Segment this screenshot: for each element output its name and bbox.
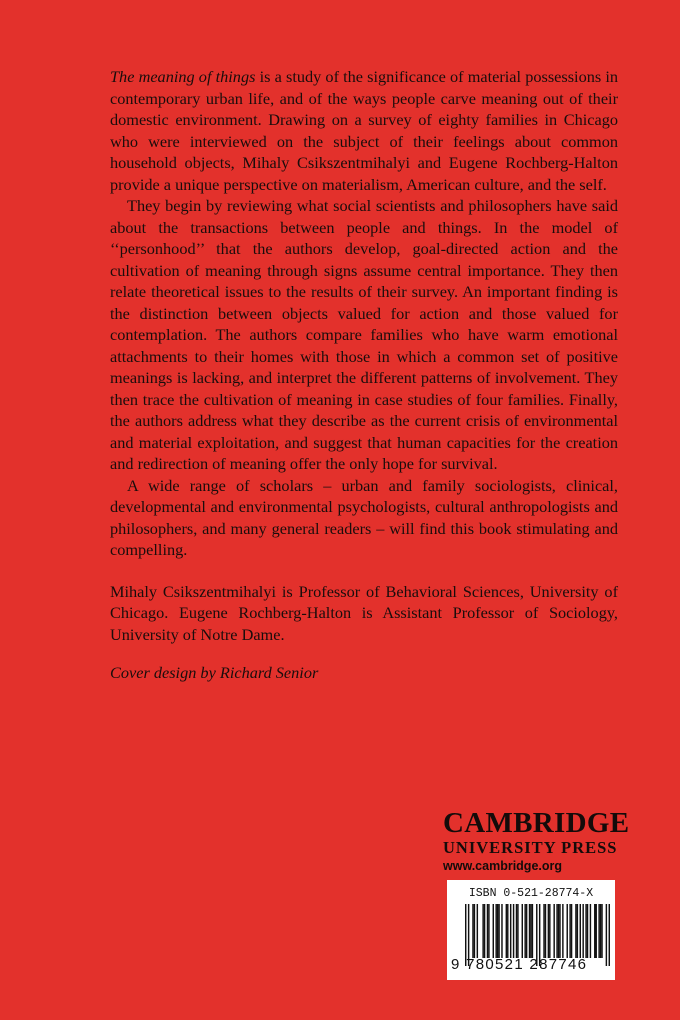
blurb-paragraph-2: They begin by reviewing what social scientists and philosophers have said about the transactions between people and things. In the model of ‘‘personhood’’ that the authors develop, goal-directed action and the cultivation of meaning through signs assume central importance. They then relate theoretical issues to the results of their survey. An important finding is the distinction between objects valued for action and those valued for contemplation. The authors compare families who have warm emotional attachments to their homes with those in which a common set of positive meanings is lacking, and interpret the different patterns of involvement. They then trace the cultivation of meaning in case studies of four families. Finally, the authors address what they describe as the current crisis of environmental and material exploitation, and suggest that human capacities for the creation and redirection of meaning offer the only hope for survival. bbox=[110, 196, 618, 473]
blurb-paragraph-1-text: is a study of the significance of material possessions in contemporary urban life, and of the ways people carve meaning out of their domestic environment. Drawing on a survey of eighty families in Chicago who were interviewed on the subject of their feelings about common household objects, Mihaly Csikszentmihalyi and Eugene Rochberg-Halton provide a unique perspective on materialism, American culture, and the self. bbox=[110, 67, 619, 194]
cover-design-credit: Cover design by Richard Senior bbox=[110, 663, 319, 682]
ean-number: 9 780521 287746 bbox=[451, 956, 588, 973]
publisher-url: www.cambridge.org bbox=[443, 859, 563, 873]
blurb-paragraph-1 bbox=[110, 66, 618, 195]
blurb-paragraph-3: A wide range of scholars – urban and family sociologists, clinical, developmental and environmental psychologists, cultural anthropologists and philosophers, and many general readers – will find this book stimulating and compelling. bbox=[110, 475, 618, 559]
isbn-number: ISBN 0-521-28774-X bbox=[468, 887, 594, 900]
author-bio: Mihaly Csikszentmihalyi is Professor of Behavioral Sciences, University of Chicago. Eugene Rochberg-Halton is Assistant Professor of Sociology, University of Notre Dame. bbox=[110, 581, 618, 644]
publisher-subtitle: UNIVERSITY PRESS bbox=[443, 838, 618, 857]
isbn-barcode bbox=[447, 880, 615, 980]
publisher-name: CAMBRIDGE bbox=[443, 807, 630, 839]
book-title: The meaning of things bbox=[110, 67, 256, 86]
blurb-text bbox=[110, 66, 618, 684]
publisher-logo bbox=[443, 808, 633, 875]
